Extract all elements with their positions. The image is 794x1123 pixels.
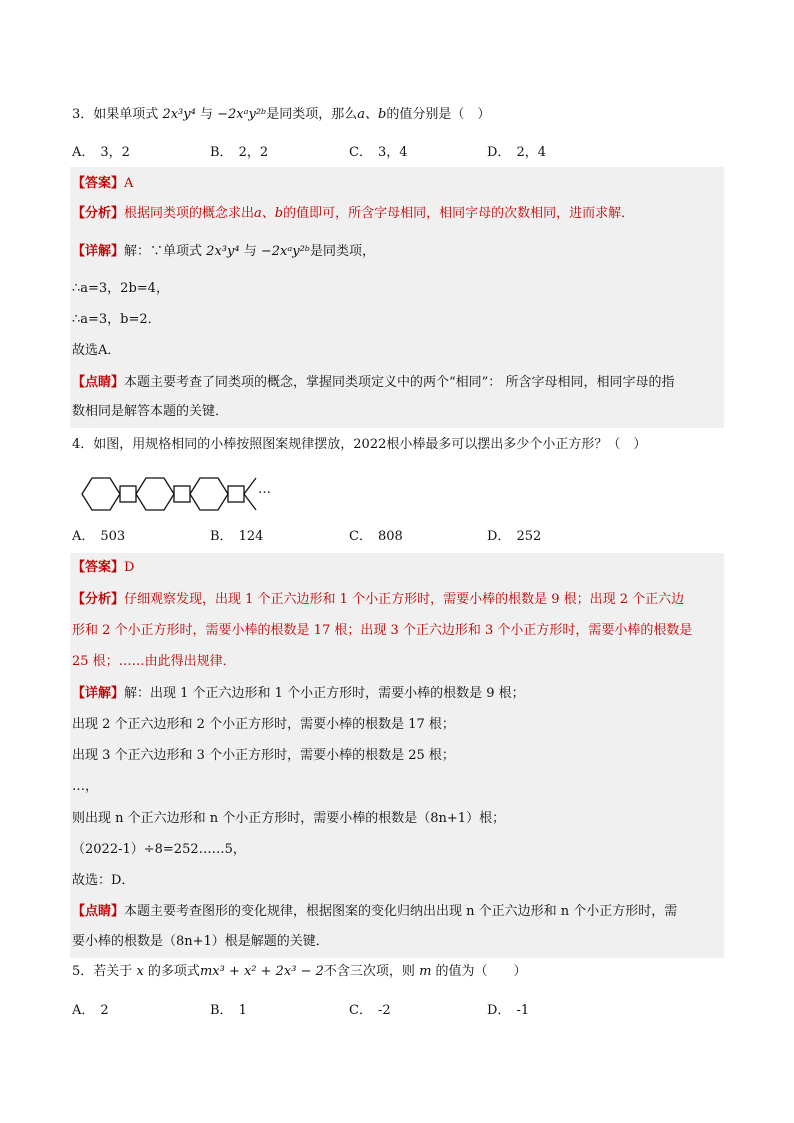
q3-monomial-1: 2x³y⁴ (162, 107, 196, 122)
hexagon-3 (190, 478, 228, 510)
q3-step-1: ∴a=3，2b=4， (72, 281, 169, 296)
q4-option-a[interactable]: A． 503 (72, 529, 126, 544)
q3-option-b[interactable]: B． 2，2 (210, 145, 269, 160)
hexagon-square-pattern-figure (78, 474, 278, 514)
q4-stem (72, 436, 646, 454)
q4-comment-1: 【点睛】本题主要考查图形的变化规律，根据图案的变化归纳出出现 n 个正六边形和 n 个小正方形时，需 (72, 904, 678, 919)
q5-stem: 5．若关于 x 的多项式mx³ + x² + 2x³ − 2不含三次项，则 m 的值为（ ） (72, 964, 527, 979)
q5-number: 5． (72, 964, 94, 979)
q5-option-b[interactable]: B． 1 (210, 1003, 247, 1018)
q3-answer (72, 175, 133, 193)
q3-detail: 【详解】解：∵单项式 2x³y⁴ 与 −2xᵃy²ᵇ是同类项， (72, 244, 375, 259)
q5-option-a[interactable]: A． 2 (72, 1003, 109, 1018)
q4-detail-2: 出现 2 个正六边形和 2 个小正方形时，需要小棒的根数是 17 根； (72, 717, 455, 732)
q3-number: 3． (72, 107, 94, 122)
q3-text-b: 与 (199, 107, 213, 122)
q3-text-a: 如果单项式 (93, 107, 159, 122)
q3-stem (72, 106, 490, 124)
q4-option-d[interactable]: D． 252 (487, 529, 542, 544)
hexagon-2 (136, 478, 174, 510)
q5-option-d[interactable]: D． -1 (487, 1003, 530, 1018)
q4-choose: 故选：D． (72, 873, 135, 888)
q4-answer-value: D (124, 560, 135, 575)
q3-option-a[interactable]: A． 3，2 (72, 145, 130, 160)
q4-answer: 【答案】D (72, 560, 135, 575)
q3-comment-2: 数相同是解答本题的关键． (72, 404, 229, 419)
q4-analysis-1: 【分析】仔细观察发现，出现 1 个正六边形和 1 个小正方形时，需要小棒的根数是 9 根；出现 2 个正六边 (72, 592, 685, 607)
q4-text: 如图，用规格相同的小棒按照图案规律摆放，2022根小棒最多可以摆出多少个小正方形？（ ） (93, 437, 647, 452)
q3-answer-value: A (124, 176, 134, 191)
q3-text-d: 的值分别是（ ） (386, 107, 491, 122)
q4-detail-6: （2022-1）÷8=252……5， (72, 842, 246, 857)
q3-text-c: 是同类项，那么 (266, 107, 358, 122)
analysis-tag: 【分析】 (72, 206, 125, 221)
q4-detail-1: 【详解】解：出现 1 个正六边形和 1 个小正方形时，需要小棒的根数是 9 根； (72, 686, 525, 701)
q3-choose: 故选A． (72, 343, 121, 358)
q4-option-c[interactable]: C． 808 (349, 529, 403, 544)
q4-comment-2: 要小棒的根数是（8n+1）根是解题的关键． (72, 934, 329, 949)
q3-option-c[interactable]: C． 3，4 (349, 145, 408, 160)
q4-number: 4． (72, 437, 94, 452)
q4-analysis-3: 25 根；……由此得出规律． (72, 654, 236, 669)
comment-tag: 【点睛】 (72, 375, 125, 390)
partial-hexagon (244, 478, 256, 510)
q4-detail-4: …， (72, 779, 99, 794)
q3-comment-1: 【点睛】本题主要考查了同类项的概念，掌握同类项定义中的两个“相同”： 所含字母相同，相同字母的指 (72, 375, 675, 390)
figure-ellipsis: … (258, 482, 271, 497)
q4-detail-3: 出现 3 个正六边形和 3 个小正方形时，需要小棒的根数是 25 根； (72, 748, 455, 763)
q3-step-2: ∴a=3，b=2． (72, 312, 161, 327)
square-3 (228, 486, 244, 502)
square-1 (120, 486, 136, 502)
q4-analysis-2: 形和 2 个小正方形时，需要小棒的根数是 17 根；出现 3 个正六边形和 3 个小正方形时，需要小棒的根数是 (72, 623, 693, 638)
q3-analysis: 【分析】根据同类项的概念求出a、b的值即可，所含字母相同，相同字母的次数相同，进而求解． (72, 206, 635, 221)
square-2 (174, 486, 190, 502)
q5-option-c[interactable]: C． -2 (349, 1003, 391, 1018)
q4-detail-5: 则出现 n 个正六边形和 n 个小正方形时，需要小棒的根数是（8n+1）根； (72, 811, 506, 826)
q3-monomial-2: −2xᵃy²ᵇ (217, 107, 267, 122)
q3-option-d[interactable]: D． 2，4 (487, 145, 546, 160)
q3-vars: a、b (357, 107, 387, 122)
detail-tag: 【详解】 (72, 244, 125, 259)
q4-option-b[interactable]: B． 124 (210, 529, 264, 544)
answer-tag: 【答案】 (72, 176, 125, 191)
hexagon-1 (82, 478, 120, 510)
q5-polynomial: mx³ + x² + 2x³ − 2 (199, 964, 324, 979)
